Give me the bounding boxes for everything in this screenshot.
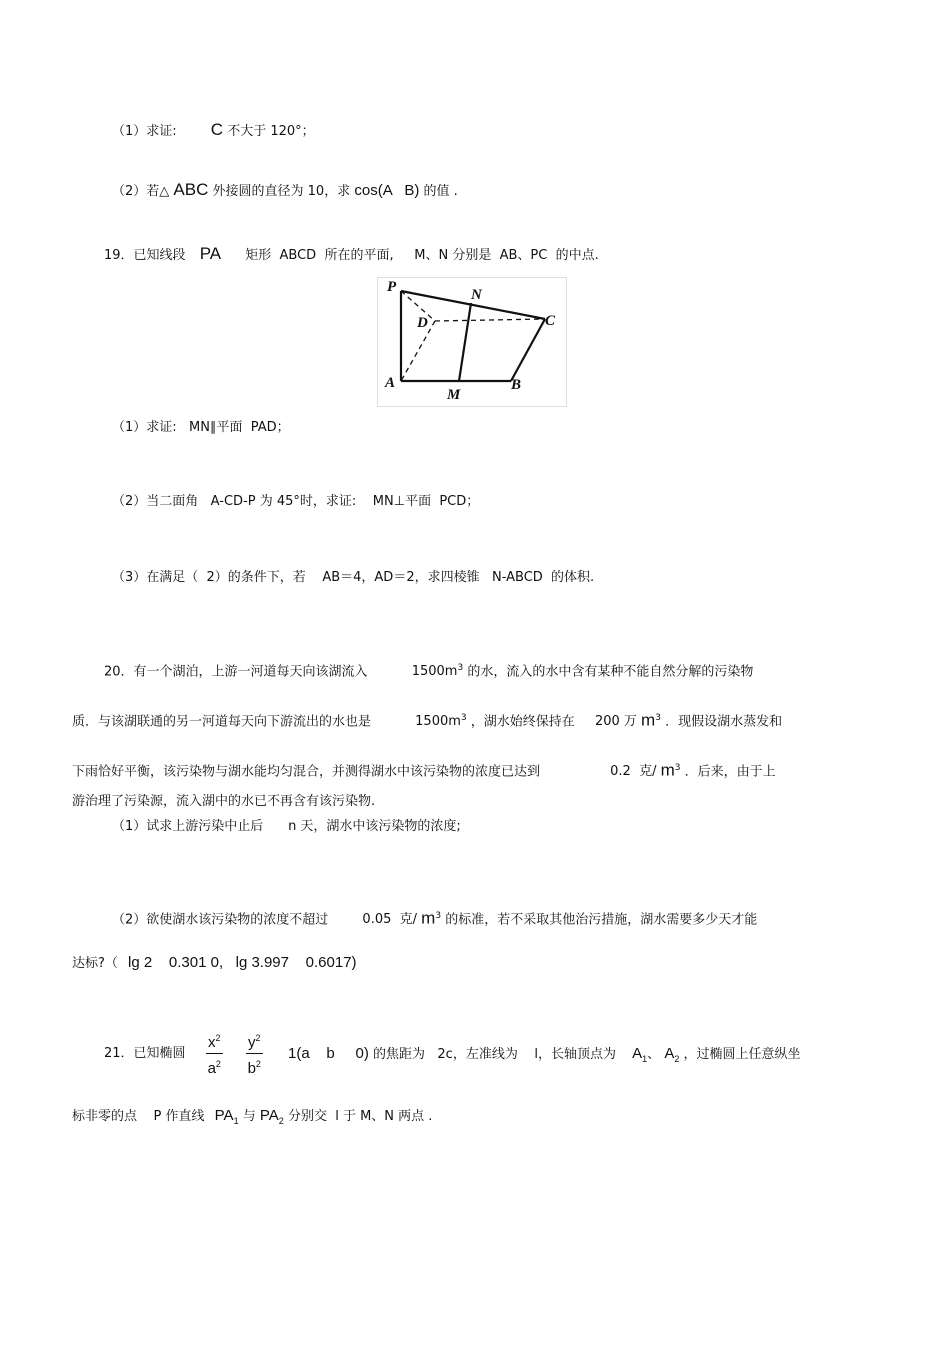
- label-b: B: [511, 377, 522, 393]
- q19-intro-num: 19．已知线段: [104, 248, 186, 263]
- edge-mn: [459, 303, 471, 381]
- frac-x: x: [208, 1034, 216, 1051]
- q21-pa2: [260, 1107, 284, 1124]
- q21-l1-b: 的焦距为 2c，左准线为 l，长轴顶点为: [373, 1047, 616, 1062]
- q20-line3: [72, 758, 776, 782]
- q20-l2-b: 1500m: [415, 714, 461, 730]
- q21-a1-letter: A: [632, 1045, 643, 1062]
- fraction-x2-a2: [206, 1028, 223, 1079]
- q20-l1-c: 的水，流入的水中含有某种不能自然分解的污染物: [467, 664, 754, 680]
- q21-sep: 、: [647, 1047, 661, 1062]
- frac-y-exp: 2: [255, 1033, 261, 1043]
- q20-q2-d: 的标准，若不采取其他治污措施，湖水需要多少天才能: [445, 912, 758, 928]
- q20-l3-b: 0.2 克/: [610, 764, 657, 780]
- q20-part2-line1: [112, 906, 757, 930]
- q18-part1-rest: 不大于 120°；: [227, 124, 315, 139]
- q20-l2-a: 质．与该湖联通的另一河道每天向下游流出的水也是: [72, 714, 372, 730]
- q21-l1-a: 21．已知椭圆: [104, 1046, 186, 1061]
- label-c: C: [545, 313, 556, 329]
- q19-part2: （2）当二面角 A-CD-P 为 45°时，求证: MN⊥平面 PCD；: [112, 494, 480, 509]
- q21-l2-c: 分别交 l 于 M、N 两点 .: [287, 1109, 433, 1124]
- q20-l1-b: 1500m: [411, 664, 458, 680]
- q21-pa1-sub: 1: [233, 1116, 239, 1126]
- q20-l3-c: m: [660, 760, 675, 780]
- q20-l2-d: 200 万: [594, 714, 637, 730]
- label-m: M: [447, 387, 461, 403]
- label-p: P: [387, 279, 397, 295]
- frac-y: y: [248, 1034, 256, 1051]
- q20-l1-exp: 3: [457, 663, 464, 673]
- q21-a2-sub: 2: [674, 1054, 680, 1064]
- q20-l3-exp: 3: [674, 763, 681, 773]
- q18-part2-tri: ABC: [173, 180, 209, 199]
- q21-l1-c: ，过椭圆上任意纵坐: [683, 1047, 801, 1062]
- q18-part2-prefix: （2）若△: [112, 184, 170, 199]
- edge-bc: [511, 319, 545, 381]
- q21-a2: [664, 1045, 679, 1062]
- q18-part1-prefix: （1）求证:: [112, 124, 177, 139]
- q20-q2-b: 0.05 克/: [362, 912, 418, 928]
- q18-part2-expr: cos(A B): [354, 182, 420, 199]
- frac-x-exp: 2: [215, 1033, 221, 1043]
- q18-part2: [112, 180, 458, 202]
- frac-b-exp: 2: [255, 1059, 261, 1069]
- q21-eq: 1(a b 0): [288, 1045, 369, 1062]
- q21-a1: [632, 1045, 647, 1062]
- q18-part1-var: C: [210, 120, 224, 139]
- q20-l1-a: 20．有一个湖泊，上游一河道每天向该湖流入: [104, 664, 368, 680]
- q20-part2-line2: [72, 953, 357, 974]
- q19-intro: [104, 244, 599, 266]
- q18-part1: [112, 120, 315, 142]
- q21-pa1: [215, 1107, 239, 1124]
- edge-dc: [435, 319, 545, 321]
- q21-pa1-text: PA: [214, 1107, 234, 1124]
- q20-line4: 游治理了污染源，流入湖中的水已不再含有该污染物.: [72, 794, 376, 809]
- q19-intro-pa: PA: [199, 244, 222, 263]
- q18-part2-tail: 的值 .: [423, 184, 458, 199]
- q21-l2-b: 与: [242, 1109, 256, 1124]
- q20-q2-a: （2）欲使湖水该污染物的浓度不超过: [112, 912, 329, 928]
- q21-a1-sub: 1: [642, 1054, 648, 1064]
- label-a: A: [385, 375, 396, 391]
- q20-l2-exp1: 3: [460, 713, 467, 723]
- label-d: D: [417, 315, 428, 331]
- fraction-y2-b2: [246, 1028, 263, 1079]
- frac-b: b: [247, 1060, 256, 1077]
- q20-q2-exp: 3: [435, 911, 442, 921]
- q19-intro-rest: 矩形 ABCD 所在的平面, M、N 分别是 AB、PC 的中点.: [245, 248, 599, 263]
- q20-l2-f: ．现假设湖水蒸发和: [665, 714, 783, 730]
- frac-a-exp: 2: [215, 1059, 221, 1069]
- q21-pa2-text: PA: [259, 1107, 279, 1124]
- q20-l2-c: ，湖水始终保持在: [470, 714, 575, 730]
- q21-line1-rest: [288, 1044, 801, 1069]
- pyramid-figure: [377, 277, 567, 407]
- q20-l2-exp2: 3: [655, 713, 661, 723]
- q20-line1: [104, 658, 753, 682]
- label-n: N: [471, 287, 482, 303]
- q21-a2-letter: A: [664, 1045, 675, 1062]
- q20-part1: （1）试求上游污染中止后 n 天，湖水中该污染物的浓度;: [112, 819, 461, 834]
- q20-q2-e: 达标?（: [72, 956, 118, 971]
- q20-l3-d: ．后来，由于上: [684, 764, 776, 780]
- q19-part1: （1）求证: MN∥平面 PAD；: [112, 420, 290, 435]
- q18-part2-mid: 外接圆的直径为 10，求: [212, 184, 351, 199]
- frac-a: a: [207, 1060, 216, 1077]
- q21-pa2-sub: 2: [278, 1116, 284, 1126]
- q20-q2-f: lg 2 0.301 0, lg 3.997 0.6017): [128, 954, 357, 971]
- q19-part3: （3）在满足（ 2）的条件下，若 AB＝4，AD＝2，求四棱锥 N-ABCD 的体积.: [112, 570, 595, 585]
- q20-q2-c: m: [421, 908, 436, 928]
- q20-l3-a: 下雨恰好平衡，该污染物与湖水能均匀混合，并测得湖水中该污染物的浓度已达到: [72, 764, 541, 780]
- q21-line2: [72, 1106, 432, 1131]
- q20-line2: [72, 708, 782, 732]
- q21-l2-a: 标非零的点 P 作直线: [72, 1109, 205, 1124]
- q20-l2-e: m: [641, 710, 656, 730]
